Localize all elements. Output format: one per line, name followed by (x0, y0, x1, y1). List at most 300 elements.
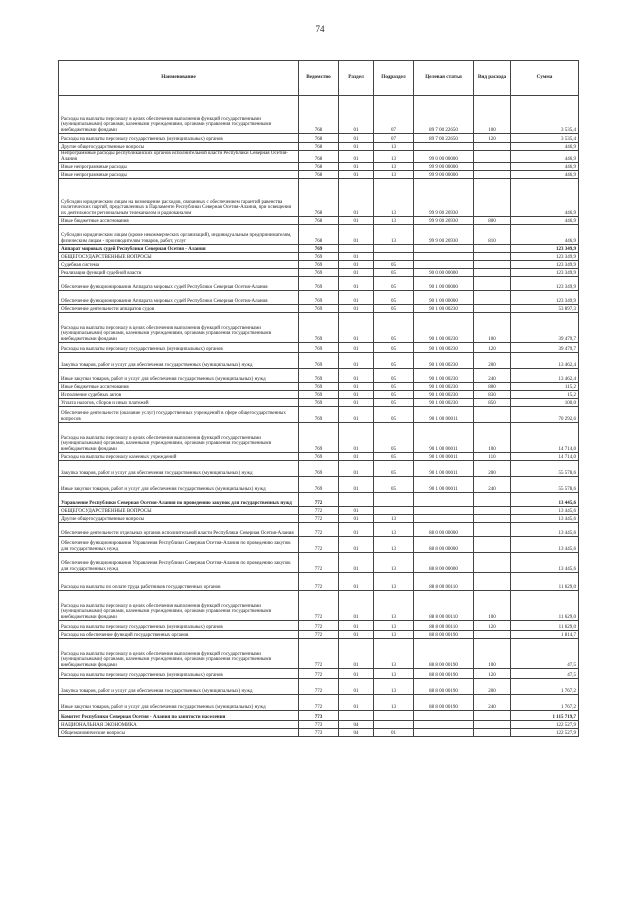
row-target-article: 90 1 00 00230 (414, 391, 474, 399)
table-row (59, 537, 579, 553)
row-amount: 446,9 (511, 171, 579, 179)
row-subsection: 13 (374, 621, 414, 631)
row-department: 769 (299, 353, 339, 369)
row-target-article (414, 729, 474, 737)
row-expense-type: 800 (474, 217, 511, 225)
row-expense-type: 240 (474, 477, 511, 493)
table-row (59, 143, 579, 151)
row-name: Обеспечение деятельности отдельных органов исполнительной власти Республики Северная Осетия-Алания (59, 523, 299, 537)
row-amount: 11 629,0 (511, 591, 579, 621)
row-subsection: 13 (374, 553, 414, 573)
row-department: 768 (299, 134, 339, 143)
row-amount: 70 292,6 (511, 407, 579, 423)
row-name: Расходы на выплаты персоналу в целях обеспечения выполнения функций государственными (муниципальными) органами, казенными учреждениями, органами управления государственными внебюджетными фондами (59, 423, 299, 453)
row-expense-type: 100 (474, 313, 511, 343)
row-expense-type (474, 261, 511, 269)
row-name: Общеэкономические вопросы (59, 729, 299, 737)
row-section: 01 (339, 134, 374, 143)
row-target-article: 99 9 00 00000 (414, 163, 474, 171)
row-department: 772 (299, 537, 339, 553)
row-department: 773 (299, 721, 339, 729)
row-amount: 123 349,9 (511, 245, 579, 253)
row-target-article: 99 0 00 00000 (414, 151, 474, 163)
row-name: Реализация функций судебной власти (59, 269, 299, 277)
table-row (59, 669, 579, 679)
row-subsection: 05 (374, 269, 414, 277)
row-subsection: 05 (374, 305, 414, 313)
row-target-article: 88 8 00 00000 (414, 553, 474, 573)
row-amount: 14 714,0 (511, 453, 579, 461)
table-row (59, 277, 579, 291)
row-name: Обеспечение деятельности аппаратов судов (59, 305, 299, 313)
row-name: Расходы на выплаты персоналу государственных (муниципальных) органов (59, 343, 299, 353)
row-subsection: 07 (374, 96, 414, 134)
row-section: 01 (339, 639, 374, 669)
header-name: Наименование (59, 61, 299, 96)
row-expense-type: 200 (474, 461, 511, 477)
row-section: 01 (339, 343, 374, 353)
row-amount: 39 479,7 (511, 313, 579, 343)
row-department: 769 (299, 269, 339, 277)
row-amount: 55 578,6 (511, 461, 579, 477)
row-expense-type (474, 163, 511, 171)
row-section: 01 (339, 407, 374, 423)
row-amount: 446,9 (511, 151, 579, 163)
row-amount: 15,2 (511, 391, 579, 399)
row-section: 01 (339, 151, 374, 163)
table-row (59, 96, 579, 134)
row-amount: 3 535,4 (511, 96, 579, 134)
row-amount: 55 578,6 (511, 477, 579, 493)
table-row (59, 253, 579, 261)
row-target-article: 88 8 00 00110 (414, 591, 474, 621)
table-row (59, 245, 579, 253)
row-name: Иные закупки товаров, работ и услуг для обеспечения государственных (муниципальных) нужд (59, 695, 299, 711)
table-row (59, 171, 579, 179)
row-department: 769 (299, 453, 339, 461)
row-section: 01 (339, 523, 374, 537)
row-target-article: 88 8 00 00190 (414, 669, 474, 679)
row-amount: 53 897,3 (511, 305, 579, 313)
row-target-article (414, 245, 474, 253)
row-section: 01 (339, 515, 374, 523)
row-expense-type (474, 553, 511, 573)
row-department: 772 (299, 507, 339, 515)
row-amount: 446,9 (511, 225, 579, 245)
table-row (59, 721, 579, 729)
row-department: 772 (299, 639, 339, 669)
row-target-article: 90 1 00 00230 (414, 343, 474, 353)
row-amount: 123 349,9 (511, 277, 579, 291)
row-name: ОБЩЕГОСУДАРСТВЕННЫЕ ВОПРОСЫ (59, 507, 299, 515)
row-amount: 13 445,6 (511, 537, 579, 553)
row-expense-type (474, 721, 511, 729)
row-expense-type: 100 (474, 96, 511, 134)
row-section: 01 (339, 591, 374, 621)
row-amount: 123 349,9 (511, 261, 579, 269)
row-section: 01 (339, 679, 374, 695)
row-department: 769 (299, 343, 339, 353)
row-target-article: 88 8 00 00190 (414, 631, 474, 639)
table-row (59, 461, 579, 477)
row-name: Обеспечение функционирования Управления Республики Северная Осетия-Алания по проведению закупок для государственных нужд (59, 553, 299, 573)
row-subsection: 05 (374, 369, 414, 383)
row-amount: 1 767,2 (511, 695, 579, 711)
row-name: Закупка товаров, работ и услуг для обеспечения государственных (муниципальных) нужд (59, 353, 299, 369)
row-subsection: 05 (374, 477, 414, 493)
row-name: Иные бюджетные ассигнования (59, 383, 299, 391)
row-name: Обеспечение деятельности (оказание услуг) государственных учреждений в сфере общегосударственных вопросов (59, 407, 299, 423)
row-section: 01 (339, 391, 374, 399)
row-section: 04 (339, 729, 374, 737)
row-subsection: 13 (374, 225, 414, 245)
row-subsection (374, 507, 414, 515)
table-row (59, 523, 579, 537)
row-name: Расходы на выплаты по оплате труда работников государственных органов (59, 573, 299, 591)
row-target-article: 99 9 00 00000 (414, 171, 474, 179)
row-target-article (414, 143, 474, 151)
row-target-article: 89 7 00 22650 (414, 96, 474, 134)
row-department: 769 (299, 261, 339, 269)
row-section: 01 (339, 269, 374, 277)
table-row (59, 261, 579, 269)
row-name: Субсидии юридическим лицам на возмещение расходов, связанных с обеспечением гарантий равенства политических партий, представленных в Парламенте Республики Северная Осетия-Алания, при освещении их деятельности региональным телеканалом и радиоканалом (59, 179, 299, 217)
row-subsection (374, 493, 414, 507)
row-name: Судебная система (59, 261, 299, 269)
row-department: 772 (299, 669, 339, 679)
row-department: 772 (299, 515, 339, 523)
row-target-article: 90 1 00 00011 (414, 423, 474, 453)
row-section: 01 (339, 423, 374, 453)
row-section: 01 (339, 669, 374, 679)
row-target-article: 88 8 00 00110 (414, 621, 474, 631)
row-target-article: 99 9 00 26930 (414, 179, 474, 217)
row-section: 01 (339, 261, 374, 269)
row-department: 768 (299, 151, 339, 163)
row-expense-type (474, 253, 511, 261)
row-subsection (374, 245, 414, 253)
row-subsection: 05 (374, 277, 414, 291)
table-row (59, 591, 579, 621)
row-expense-type (474, 631, 511, 639)
table-row (59, 729, 579, 737)
row-department: 768 (299, 163, 339, 171)
row-subsection: 05 (374, 313, 414, 343)
header-expense-type: Вид расхода (474, 61, 511, 96)
row-amount: 446,9 (511, 163, 579, 171)
row-section (339, 493, 374, 507)
row-department: 772 (299, 621, 339, 631)
row-subsection: 13 (374, 515, 414, 523)
row-amount: 1 767,2 (511, 679, 579, 695)
row-target-article (414, 493, 474, 507)
header-department: Ведомство (299, 61, 339, 96)
row-department: 772 (299, 493, 339, 507)
row-subsection: 05 (374, 343, 414, 353)
row-expense-type: 120 (474, 669, 511, 679)
row-expense-type (474, 245, 511, 253)
row-section: 01 (339, 163, 374, 171)
row-name: Расходы на выплаты персоналу в целях обеспечения выполнения функций государственными (муниципальными) органами, казенными учреждениями, органами управления государственными внебюджетными фондами (59, 96, 299, 134)
table-row (59, 217, 579, 225)
row-subsection: 13 (374, 163, 414, 171)
row-name: НАЦИОНАЛЬНАЯ ЭКОНОМИКА (59, 721, 299, 729)
row-subsection: 05 (374, 383, 414, 391)
row-name: Обеспечение функционирования Управления Республики Северная Осетия-Алания по проведению закупок для государственных нужд (59, 537, 299, 553)
row-target-article (414, 253, 474, 261)
row-name: Иные непрограммные расходы (59, 171, 299, 179)
table-row (59, 631, 579, 639)
row-target-article (414, 515, 474, 523)
row-expense-type (474, 573, 511, 591)
row-name: Расходы на выплаты персоналу в целях обеспечения выполнения функций государственными (муниципальными) органами, казенными учреждениями, органами управления государственными внебюджетными фондами (59, 639, 299, 669)
row-subsection: 07 (374, 134, 414, 143)
row-expense-type (474, 291, 511, 305)
row-expense-type: 100 (474, 591, 511, 621)
row-department: 769 (299, 313, 339, 343)
row-target-article: 90 1 00 00000 (414, 277, 474, 291)
row-section: 01 (339, 507, 374, 515)
row-target-article: 88 8 00 00190 (414, 679, 474, 695)
page-number: 74 (315, 24, 325, 34)
row-subsection: 05 (374, 461, 414, 477)
row-name: Расходы на выплаты персоналу государственных (муниципальных) органов (59, 621, 299, 631)
row-section (339, 711, 374, 721)
row-amount: 1 814,7 (511, 631, 579, 639)
row-department: 772 (299, 523, 339, 537)
row-target-article: 90 1 00 00230 (414, 305, 474, 313)
row-target-article: 90 1 00 00011 (414, 407, 474, 423)
row-name: Расходы на выплаты персоналу государственных (муниципальных) органов (59, 669, 299, 679)
row-subsection: 05 (374, 399, 414, 407)
row-expense-type (474, 523, 511, 537)
row-target-article: 90 1 00 00011 (414, 461, 474, 477)
table-row (59, 453, 579, 461)
row-amount: 13 445,6 (511, 507, 579, 515)
table-row (59, 573, 579, 591)
row-department: 768 (299, 171, 339, 179)
row-subsection: 13 (374, 537, 414, 553)
row-target-article: 99 9 00 26930 (414, 217, 474, 225)
row-target-article: 89 7 00 22650 (414, 134, 474, 143)
row-target-article: 99 9 00 26930 (414, 225, 474, 245)
table-row (59, 621, 579, 631)
row-name: Расходы на выплаты персоналу в целях обеспечения выполнения функций государственными (муниципальными) органами, казенными учреждениями, органами управления государственными внебюджетными фондами (59, 591, 299, 621)
row-amount: 1 115 719,7 (511, 711, 579, 721)
row-expense-type (474, 711, 511, 721)
row-section: 01 (339, 621, 374, 631)
row-amount: 13 462,4 (511, 353, 579, 369)
table-row (59, 679, 579, 695)
row-section: 01 (339, 383, 374, 391)
row-section: 01 (339, 313, 374, 343)
row-subsection: 05 (374, 407, 414, 423)
row-target-article (414, 507, 474, 515)
row-section: 01 (339, 369, 374, 383)
row-name: Обеспечение функционирования Аппарата мировых судей Республики Северная Осетия-Алания (59, 277, 299, 291)
row-expense-type (474, 179, 511, 217)
table-header-row (59, 61, 579, 96)
row-subsection: 13 (374, 143, 414, 151)
row-expense-type (474, 537, 511, 553)
row-target-article: 90 1 00 00230 (414, 353, 474, 369)
row-section: 01 (339, 179, 374, 217)
row-amount: 123 349,9 (511, 253, 579, 261)
row-amount: 39 479,7 (511, 343, 579, 353)
row-department: 768 (299, 179, 339, 217)
row-subsection: 13 (374, 171, 414, 179)
row-expense-type: 240 (474, 369, 511, 383)
row-target-article: 88 8 00 00190 (414, 695, 474, 711)
row-expense-type (474, 277, 511, 291)
row-name: Управление Республики Северная Осетия-Алания по проведению закупок для государственных нужд (59, 493, 299, 507)
row-department: 772 (299, 679, 339, 695)
table-row (59, 134, 579, 143)
row-amount: 123 349,9 (511, 291, 579, 305)
row-department: 768 (299, 217, 339, 225)
row-section: 01 (339, 461, 374, 477)
row-department: 769 (299, 461, 339, 477)
row-section: 01 (339, 291, 374, 305)
table-row (59, 423, 579, 453)
table-row (59, 399, 579, 407)
table-row (59, 353, 579, 369)
row-department: 772 (299, 573, 339, 591)
row-name: Расходы на обеспечение функций государственных органов (59, 631, 299, 639)
row-department: 773 (299, 711, 339, 721)
row-department: 769 (299, 253, 339, 261)
row-subsection: 05 (374, 453, 414, 461)
row-amount: 13 445,6 (511, 553, 579, 573)
table-row (59, 225, 579, 245)
row-target-article: 90 1 00 00230 (414, 383, 474, 391)
row-department: 769 (299, 305, 339, 313)
row-expense-type: 200 (474, 353, 511, 369)
row-subsection: 13 (374, 695, 414, 711)
row-amount: 100,0 (511, 399, 579, 407)
table-row (59, 711, 579, 721)
row-amount: 446,9 (511, 143, 579, 151)
row-expense-type: 120 (474, 134, 511, 143)
row-amount: 122 527,9 (511, 721, 579, 729)
budget-table (58, 60, 579, 737)
row-expense-type (474, 493, 511, 507)
row-amount: 13 462,4 (511, 369, 579, 383)
row-section: 01 (339, 96, 374, 134)
row-target-article (414, 711, 474, 721)
row-target-article: 90 1 00 00230 (414, 369, 474, 383)
row-section: 01 (339, 553, 374, 573)
row-name: Субсидии юридическим лицам (кроме некоммерческих организаций), индивидуальным предпринимателям, физическим лицам - производителям товаров, работ, услуг (59, 225, 299, 245)
row-amount: 14 714,0 (511, 423, 579, 453)
row-amount: 11 629,0 (511, 573, 579, 591)
table-row (59, 151, 579, 163)
row-name: Аппарат мировых судей Республики Северная Осетия - Алания (59, 245, 299, 253)
row-expense-type: 100 (474, 639, 511, 669)
row-department: 768 (299, 96, 339, 134)
row-subsection: 13 (374, 151, 414, 163)
header-target-article: Целевая статья (414, 61, 474, 96)
row-section: 01 (339, 695, 374, 711)
row-target-article: 90 1 00 00000 (414, 291, 474, 305)
row-target-article: 90 1 00 00230 (414, 399, 474, 407)
row-subsection: 13 (374, 217, 414, 225)
row-section: 01 (339, 353, 374, 369)
row-department: 769 (299, 291, 339, 305)
row-subsection: 13 (374, 523, 414, 537)
row-department: 772 (299, 553, 339, 573)
row-amount: 13 445,6 (511, 515, 579, 523)
row-department: 769 (299, 407, 339, 423)
row-section: 01 (339, 477, 374, 493)
row-department: 769 (299, 245, 339, 253)
table-row (59, 477, 579, 493)
table-row (59, 515, 579, 523)
table-row (59, 639, 579, 669)
row-subsection: 05 (374, 423, 414, 453)
row-name: Расходы на выплаты персоналу казенных учреждений (59, 453, 299, 461)
row-name: Другие общегосударственные вопросы (59, 515, 299, 523)
row-subsection: 13 (374, 679, 414, 695)
row-expense-type (474, 171, 511, 179)
row-amount: 115,2 (511, 383, 579, 391)
table-body (59, 96, 579, 737)
row-department: 768 (299, 225, 339, 245)
row-amount: 123 349,9 (511, 269, 579, 277)
row-department: 769 (299, 277, 339, 291)
table-row (59, 507, 579, 515)
row-subsection: 05 (374, 353, 414, 369)
row-subsection: 01 (374, 729, 414, 737)
row-name: Уплата налогов, сборов и иных платежей (59, 399, 299, 407)
row-target-article: 88 8 00 00110 (414, 573, 474, 591)
row-subsection (374, 711, 414, 721)
row-amount: 13 445,6 (511, 523, 579, 537)
row-department: 772 (299, 591, 339, 621)
row-expense-type (474, 407, 511, 423)
row-expense-type: 800 (474, 383, 511, 391)
row-section: 01 (339, 253, 374, 261)
row-amount: 47,5 (511, 669, 579, 679)
row-expense-type (474, 269, 511, 277)
row-section: 04 (339, 721, 374, 729)
row-name: Комитет Республики Северная Осетия - Алания по занятости населения (59, 711, 299, 721)
row-name: ОБЩЕГОСУДАРСТВЕННЫЕ ВОПРОСЫ (59, 253, 299, 261)
table-row (59, 313, 579, 343)
row-target-article: 88 8 00 00000 (414, 537, 474, 553)
row-section: 01 (339, 171, 374, 179)
row-target-article: 90 0 00 00000 (414, 269, 474, 277)
table-row (59, 695, 579, 711)
table-row (59, 391, 579, 399)
row-expense-type: 850 (474, 399, 511, 407)
row-subsection: 05 (374, 391, 414, 399)
row-name: Расходы на выплаты персоналу в целях обеспечения выполнения функций государственными (муниципальными) органами, казенными учреждениями, органами управления государственными внебюджетными фондами (59, 313, 299, 343)
row-expense-type (474, 507, 511, 515)
row-name: Исполнение судебных актов (59, 391, 299, 399)
table-row (59, 493, 579, 507)
row-expense-type (474, 729, 511, 737)
row-name: Иные бюджетные ассигнования (59, 217, 299, 225)
row-name: Непрограммные расходы республиканских органов исполнительной власти Республики Северная Осетия-Алания (59, 151, 299, 163)
row-subsection: 05 (374, 291, 414, 305)
row-expense-type (474, 515, 511, 523)
row-expense-type: 100 (474, 423, 511, 453)
row-subsection: 13 (374, 179, 414, 217)
row-name: Закупка товаров, работ и услуг для обеспечения государственных (муниципальных) нужд (59, 679, 299, 695)
row-department: 773 (299, 729, 339, 737)
row-name: Иные закупки товаров, работ и услуг для обеспечения государственных (муниципальных) нужд (59, 369, 299, 383)
